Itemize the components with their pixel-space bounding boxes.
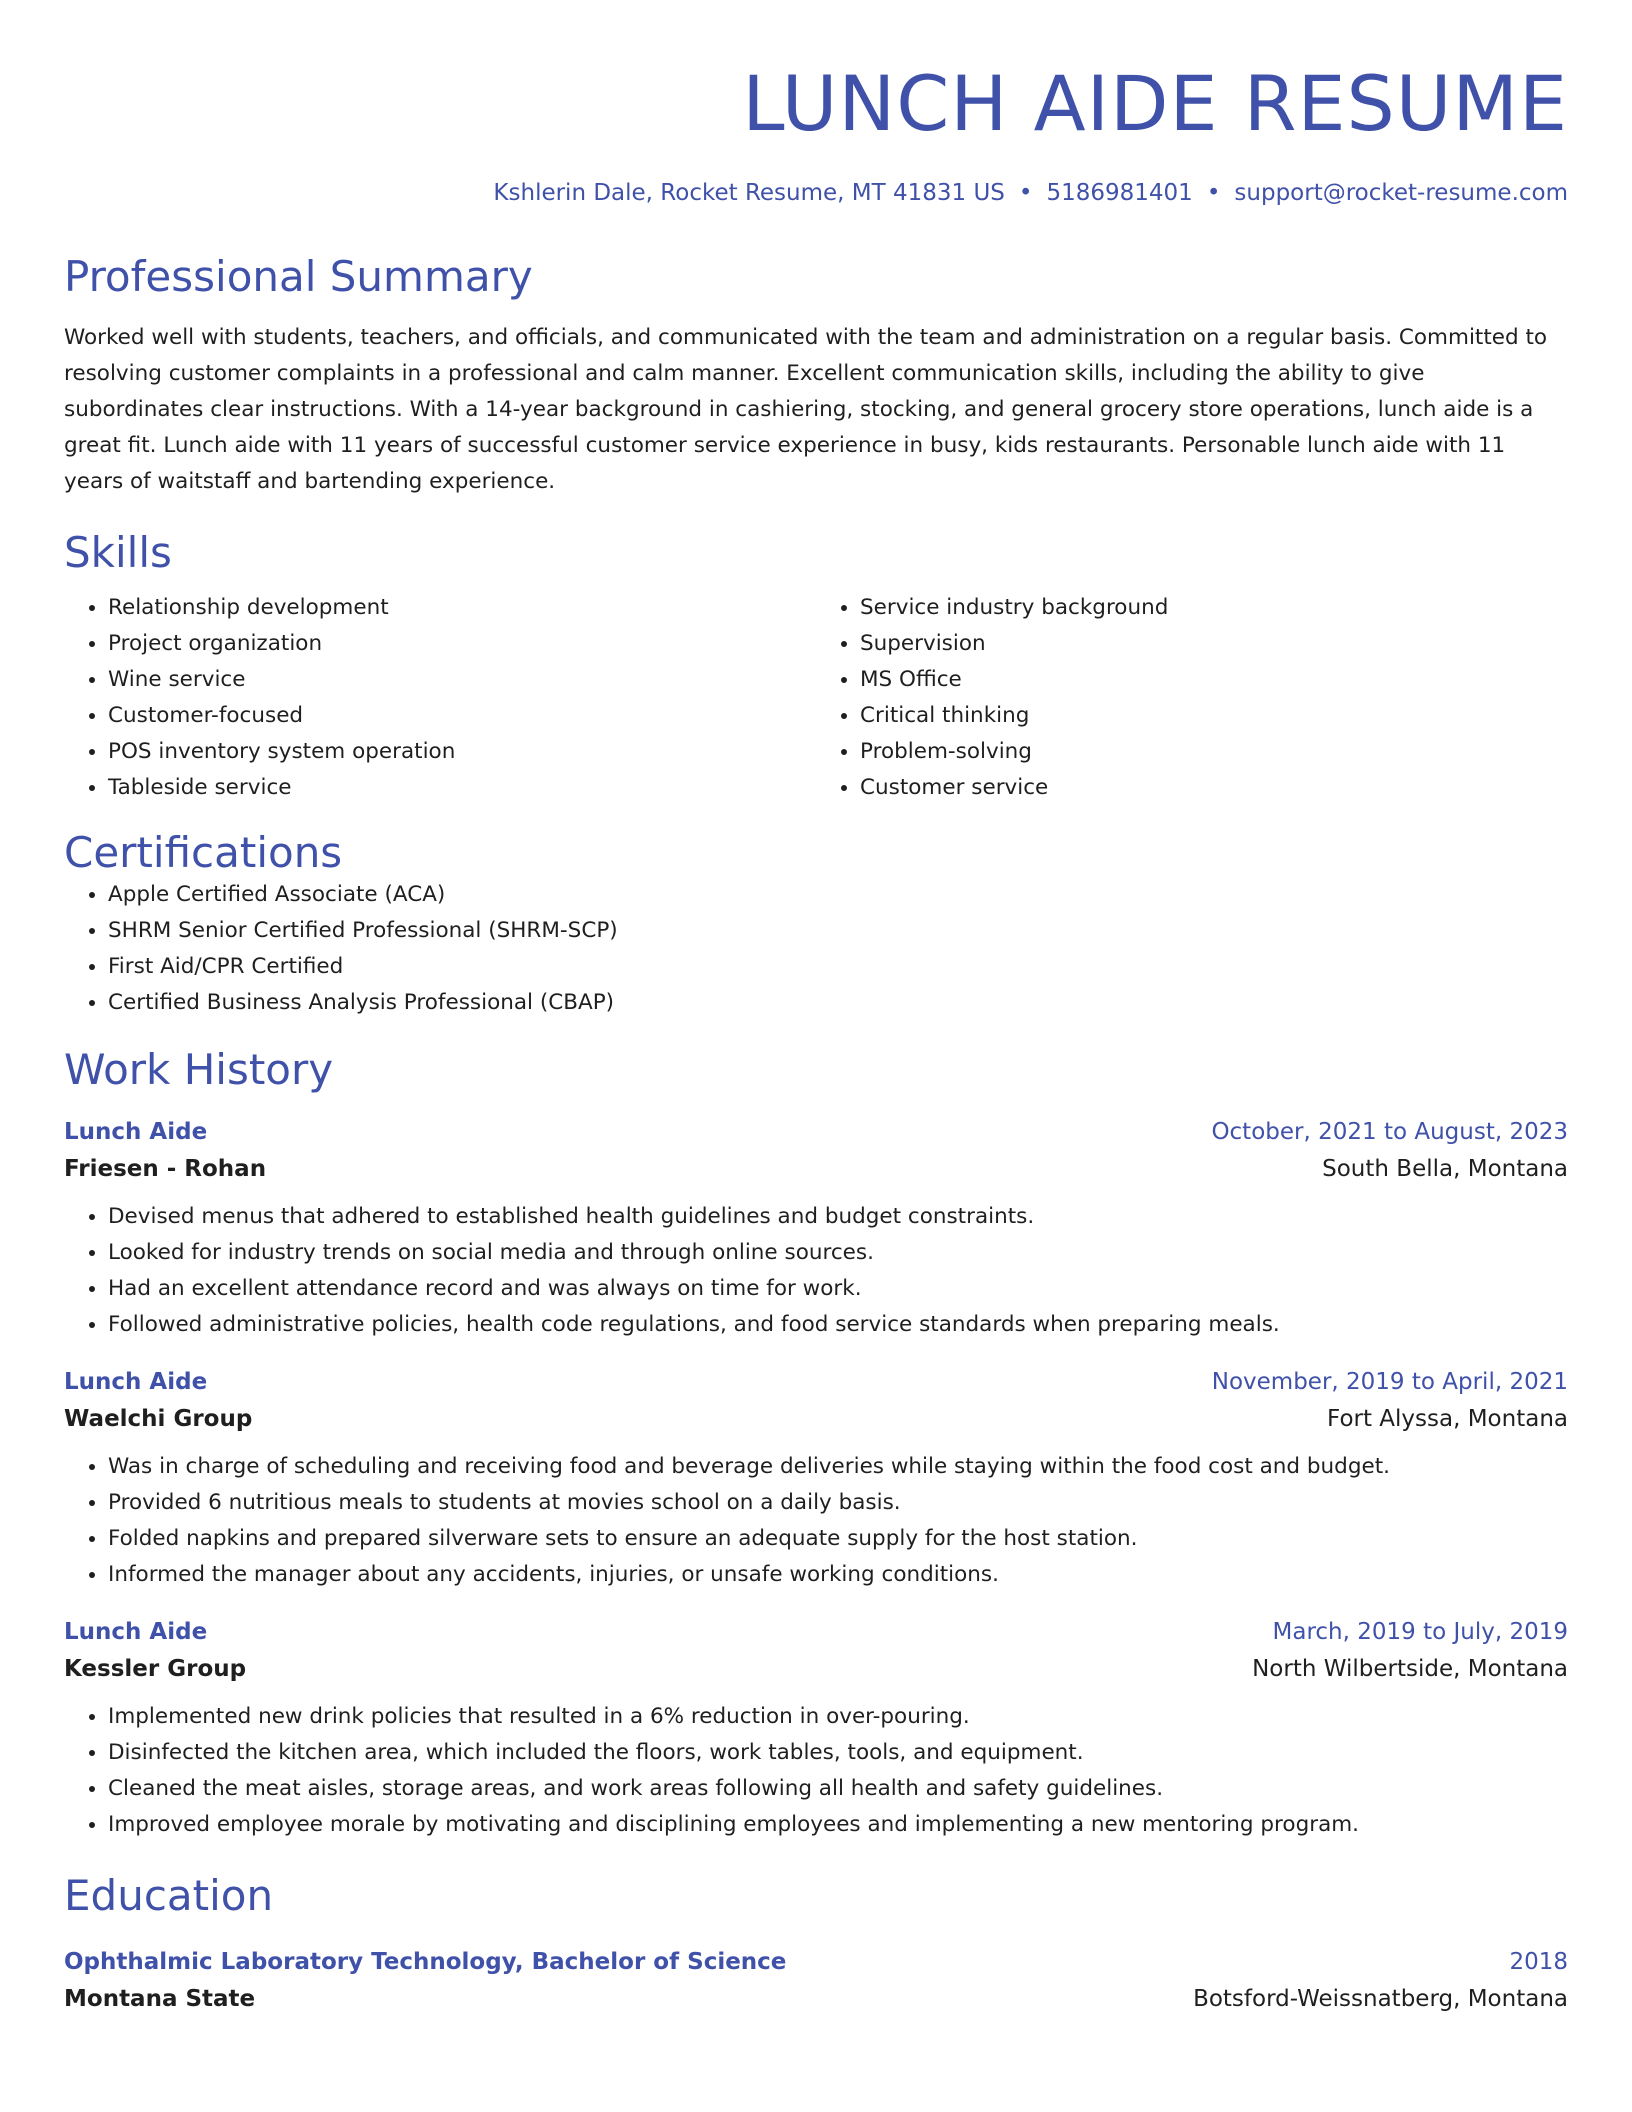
- job-company: Waelchi Group: [64, 1405, 253, 1432]
- job-duty: • Was in charge of scheduling and receiving food and beverage deliveries while staying within the food cost and budget.: [108, 1449, 1568, 1485]
- certifications-heading: Certifications: [64, 828, 343, 878]
- job-duty: • Improved employee morale by motivating and disciplining employees and implementing a new mentoring program.: [108, 1807, 1568, 1843]
- summary-text: Worked well with students, teachers, and officials, and communicated with the team and administration on a regular basis. Committed to resolving customer complaints in a professional and calm manner. Excellent communication skills, including the ability to give subordinates clear instructions. With a 14-year background in cashiering, stocking, and general grocery store operations, lunch aide is a great fit. Lunch aide with 11 years of successful customer service experience in busy, kids restaurants. Personable lunch aide with 11 years of waitstaff and bartending experience.: [64, 325, 1548, 495]
- job-duties: [64, 1199, 1568, 1343]
- job-dates: March, 2019 to July, 2019: [1272, 1618, 1568, 1645]
- job-duty: • Informed the manager about any accidents, injuries, or unsafe working conditions.: [108, 1557, 1568, 1593]
- job-company: Friesen - Rohan: [64, 1155, 267, 1182]
- job-duty: • Disinfected the kitchen area, which included the floors, work tables, tools, and equipment.: [108, 1735, 1568, 1771]
- job-duty: • Folded napkins and prepared silverware sets to ensure an adequate supply for the host station.: [108, 1521, 1568, 1557]
- education-school: Montana State: [64, 1985, 256, 2012]
- job-location: South Bella, Montana: [1322, 1155, 1568, 1182]
- resume-title: LUNCH AIDE RESUME: [742, 59, 1568, 148]
- skill-item: • Customer-focused: [108, 698, 816, 734]
- certification-item: • First Aid/CPR Certified: [108, 949, 1568, 985]
- skill-item: • Service industry background: [860, 590, 1568, 626]
- education-year: 2018: [1509, 1948, 1568, 1975]
- job-duty: • Had an excellent attendance record and was always on time for work.: [108, 1271, 1568, 1307]
- skill-item: • Customer service: [860, 770, 1568, 806]
- job-duty: • Followed administrative policies, health code regulations, and food service standards when preparing meals.: [108, 1307, 1568, 1343]
- job-location: North Wilbertside, Montana: [1252, 1655, 1568, 1682]
- skill-item: • Tableside service: [108, 770, 816, 806]
- certification-item: • Certified Business Analysis Professional (CBAP): [108, 985, 1568, 1021]
- job-entry: [64, 1365, 1568, 1593]
- contact-phone: 5186981401: [1046, 180, 1193, 206]
- job-title: Lunch Aide: [64, 1618, 208, 1645]
- skill-item: • Project organization: [108, 626, 816, 662]
- job-title: Lunch Aide: [64, 1118, 208, 1145]
- contact-address: Kshlerin Dale, Rocket Resume, MT 41831 US: [493, 180, 1005, 206]
- skill-item: • Relationship development: [108, 590, 816, 626]
- skills-heading: Skills: [64, 528, 172, 578]
- job-duty: • Devised menus that adhered to established health guidelines and budget constraints.: [108, 1199, 1568, 1235]
- education-entry: [64, 1945, 1568, 2019]
- contact-separator: •: [1018, 180, 1033, 206]
- skill-item: • Supervision: [860, 626, 1568, 662]
- job-location: Fort Alyssa, Montana: [1327, 1405, 1568, 1432]
- job-duties: [64, 1449, 1568, 1593]
- job-duty: • Cleaned the meat aisles, storage areas, and work areas following all health and safety guidelines.: [108, 1771, 1568, 1807]
- job-entry: [64, 1115, 1568, 1343]
- skill-item: • MS Office: [860, 662, 1568, 698]
- skill-item: • Wine service: [108, 662, 816, 698]
- skill-item: • POS inventory system operation: [108, 734, 816, 770]
- job-dates: October, 2021 to August, 2023: [1211, 1118, 1568, 1145]
- skills-column-left: [64, 590, 816, 806]
- job-duty: • Looked for industry trends on social media and through online sources.: [108, 1235, 1568, 1271]
- job-company: Kessler Group: [64, 1655, 247, 1682]
- skills-column-right: [816, 590, 1568, 806]
- job-duty: • Provided 6 nutritious meals to students at movies school on a daily basis.: [108, 1485, 1568, 1521]
- skill-item: • Critical thinking: [860, 698, 1568, 734]
- summary-heading: Professional Summary: [64, 252, 533, 301]
- education-location: Botsford-Weissnatberg, Montana: [1193, 1985, 1568, 2012]
- work-history-heading: Work History: [64, 1044, 334, 1094]
- certification-item: • Apple Certified Associate (ACA): [108, 877, 1568, 913]
- contact-line: [64, 180, 1568, 206]
- job-title: Lunch Aide: [64, 1368, 208, 1395]
- education-heading: Education: [64, 1870, 274, 1920]
- skills-list: [64, 590, 1568, 806]
- job-dates: November, 2019 to April, 2021: [1211, 1368, 1568, 1395]
- contact-email: support@rocket-resume.com: [1234, 180, 1568, 206]
- contact-separator: •: [1206, 180, 1221, 206]
- certifications-list: [64, 877, 1568, 1021]
- certification-item: • SHRM Senior Certified Professional (SHRM-SCP): [108, 913, 1568, 949]
- job-duties: [64, 1699, 1568, 1843]
- education-degree: Ophthalmic Laboratory Technology, Bachelor of Science: [64, 1948, 787, 1975]
- job-duty: • Implemented new drink policies that resulted in a 6% reduction in over-pouring.: [108, 1699, 1568, 1735]
- job-entry: [64, 1615, 1568, 1843]
- skill-item: • Problem-solving: [860, 734, 1568, 770]
